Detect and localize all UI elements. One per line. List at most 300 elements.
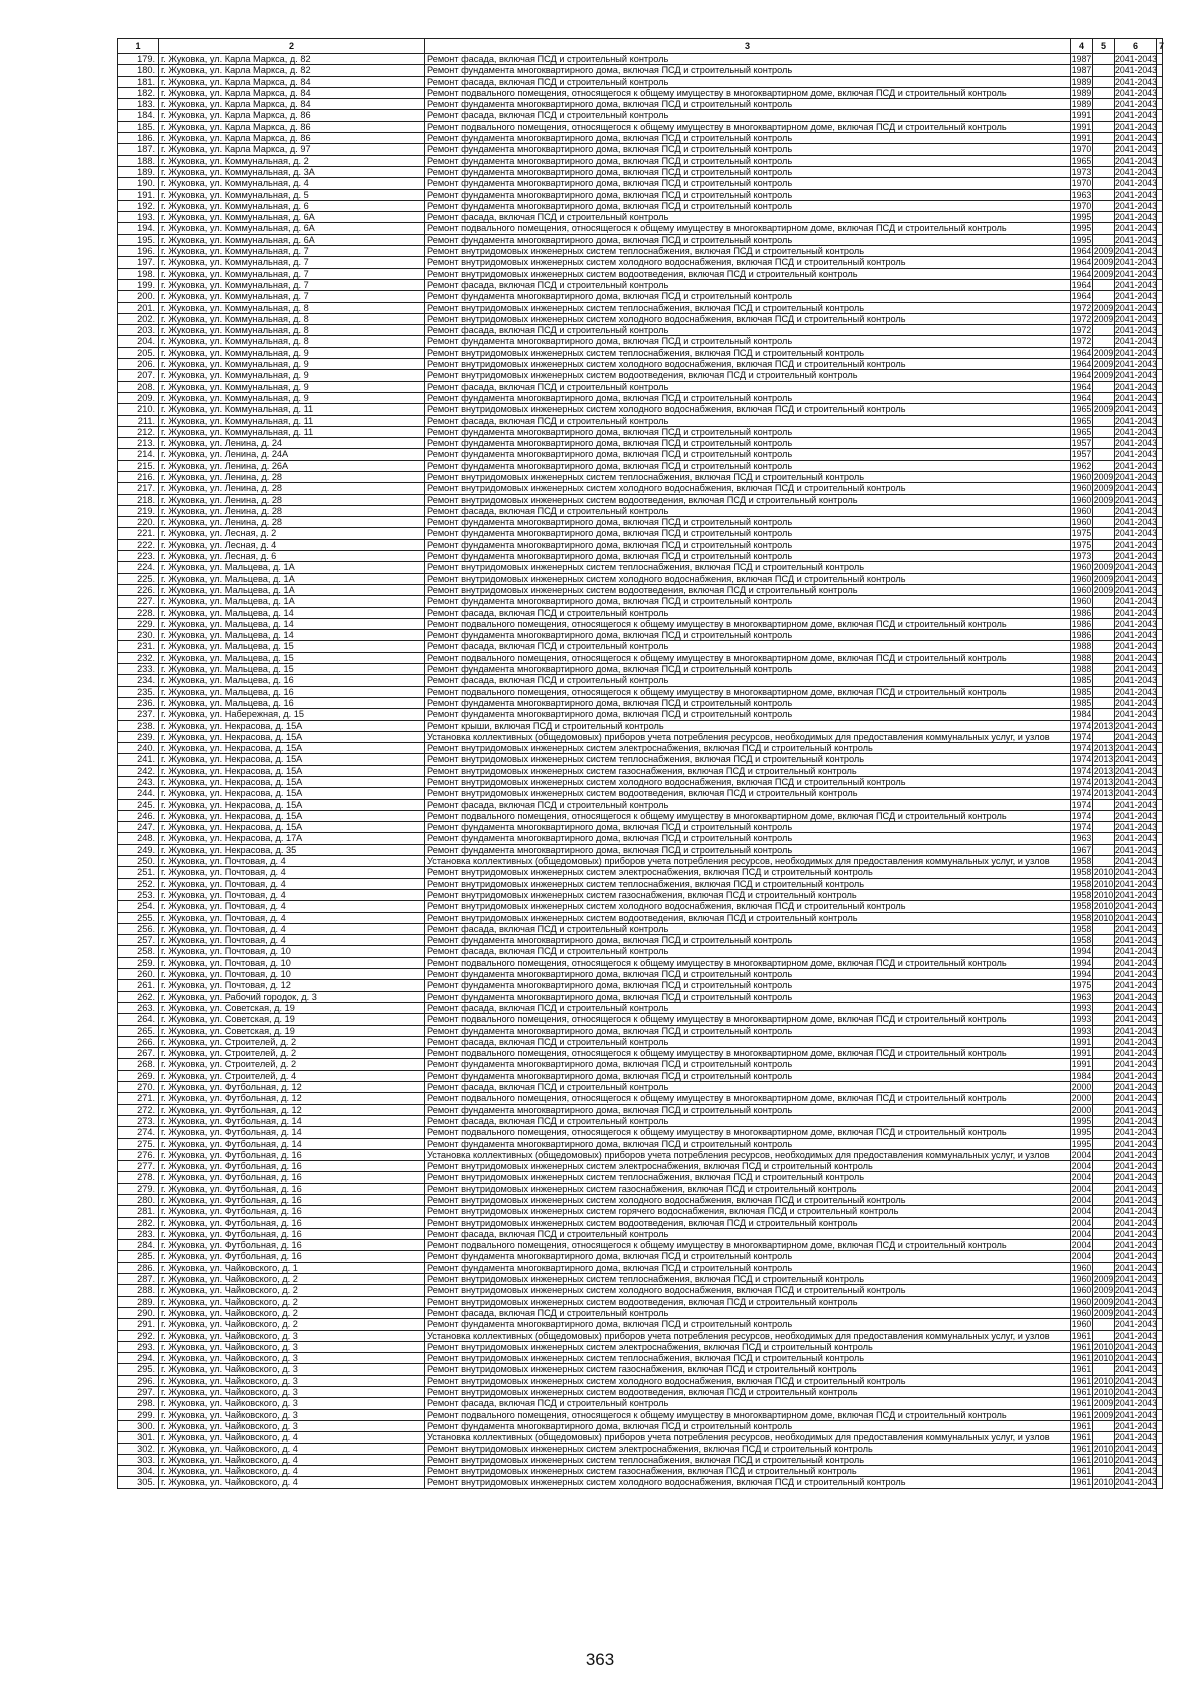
last-repair-year-cell xyxy=(1093,607,1115,618)
work-description-cell: Ремонт фундамента многоквартирного дома, включая ПСД и строительный контроль xyxy=(425,1104,1071,1115)
last-repair-year-cell: 2009 xyxy=(1093,494,1114,505)
build-year-cell: 1958 xyxy=(1071,935,1092,946)
header-cell-4: 4 xyxy=(1071,39,1093,54)
last-repair-year-cell xyxy=(1093,449,1115,460)
last-repair-year-cell xyxy=(1093,799,1115,810)
build-year-cell: 1963 xyxy=(1071,991,1092,1002)
header-cell-7: 7 xyxy=(1157,39,1163,54)
work-description-cell: Ремонт внутридомовых инженерных систем водоотведения, включая ПСД и строительный контроль xyxy=(425,1296,1071,1307)
row-number-cell: 205. xyxy=(118,347,159,358)
empty-cell xyxy=(1157,155,1163,166)
work-description-cell: Ремонт фасада, включая ПСД и строительный контроль xyxy=(425,923,1071,934)
table-row xyxy=(118,347,1163,358)
address-cell: г. Жуковка, ул. Футбольная, д. 12 xyxy=(159,1082,425,1093)
planned-period-cell: 2041-2043 xyxy=(1115,641,1158,652)
planned-period-cell: 2041-2043 xyxy=(1115,1307,1158,1318)
last-repair-year-cell xyxy=(1093,1172,1115,1183)
work-description-cell: Ремонт фундамента многоквартирного дома, включая ПСД и строительный контроль xyxy=(425,551,1071,562)
empty-cell xyxy=(1157,1115,1163,1126)
address-cell: г. Жуковка, ул. Коммунальная, д. 7 xyxy=(159,268,425,279)
last-repair-year-cell xyxy=(1093,1138,1115,1149)
empty-cell xyxy=(1157,325,1163,336)
table-row xyxy=(118,618,1163,629)
last-repair-year-cell xyxy=(1093,630,1115,641)
planned-period-cell: 2041-2043 xyxy=(1115,844,1158,855)
last-repair-year-cell: 2010 xyxy=(1093,1443,1114,1454)
address-cell: г. Жуковка, ул. Чайковского, д. 3 xyxy=(159,1387,425,1398)
last-repair-year-cell: 2009 xyxy=(1093,246,1114,257)
table-row xyxy=(118,325,1163,336)
build-year-cell: 1965 xyxy=(1071,426,1092,437)
build-year-cell: 1973 xyxy=(1071,551,1092,562)
table-row xyxy=(118,1251,1163,1262)
empty-cell xyxy=(1157,200,1163,211)
row-number-cell: 183. xyxy=(118,99,159,110)
planned-period-cell: 2041-2043 xyxy=(1115,87,1158,98)
work-description-cell: Ремонт внутридомовых инженерных систем электроснабжения, включая ПСД и строительный контроль xyxy=(425,1341,1071,1352)
table-row xyxy=(118,1454,1163,1465)
planned-period-cell: 2041-2043 xyxy=(1115,1409,1158,1420)
last-repair-year-cell xyxy=(1093,438,1115,449)
table-row xyxy=(118,765,1163,776)
address-cell: г. Жуковка, ул. Некрасова, д. 15А xyxy=(159,720,425,731)
address-cell: г. Жуковка, ул. Почтовая, д. 4 xyxy=(159,867,425,878)
table-row xyxy=(118,1183,1163,1194)
table-row xyxy=(118,415,1163,426)
build-year-cell: 2004 xyxy=(1071,1149,1092,1160)
address-cell: г. Жуковка, ул. Футбольная, д. 14 xyxy=(159,1138,425,1149)
work-description-cell: Ремонт внутридомовых инженерных систем водоотведения, включая ПСД и строительный контроль xyxy=(425,912,1071,923)
planned-period-cell: 2041-2043 xyxy=(1115,65,1158,76)
work-description-cell: Ремонт фасада, включая ПСД и строительный контроль xyxy=(425,641,1071,652)
work-description-cell: Ремонт фундамента многоквартирного дома, включая ПСД и строительный контроль xyxy=(425,517,1071,528)
planned-period-cell: 2041-2043 xyxy=(1115,946,1158,957)
work-description-cell: Ремонт фундамента многоквартирного дома, включая ПСД и строительный контроль xyxy=(425,1059,1071,1070)
build-year-cell: 1987 xyxy=(1071,65,1092,76)
last-repair-year-cell xyxy=(1093,133,1115,144)
empty-cell xyxy=(1157,1251,1163,1262)
work-description-cell: Ремонт подвального помещения, относящегося к общему имуществу в многоквартирном доме, включая ПСД и строительный контроль xyxy=(425,1409,1071,1420)
work-description-cell: Ремонт фундамента многоквартирного дома, включая ПСД и строительный контроль xyxy=(425,664,1071,675)
table-row xyxy=(118,833,1163,844)
planned-period-cell: 2041-2043 xyxy=(1115,664,1158,675)
work-description-cell: Ремонт фасада, включая ПСД и строительный контроль xyxy=(425,110,1071,121)
planned-period-cell: 2041-2043 xyxy=(1115,1138,1158,1149)
work-description-cell: Ремонт фасада, включая ПСД и строительный контроль xyxy=(425,607,1071,618)
empty-cell xyxy=(1157,991,1163,1002)
row-number-cell: 218. xyxy=(118,494,159,505)
empty-cell xyxy=(1157,1183,1163,1194)
work-description-cell: Установка коллективных (общедомовых) приборов учета потребления ресурсов, необходимых для предоставления коммунальных услуг, и узлов xyxy=(425,1149,1071,1160)
build-year-cell: 2004 xyxy=(1071,1183,1092,1194)
work-description-cell: Ремонт внутридомовых инженерных систем холодного водоснабжения, включая ПСД и строительный контроль xyxy=(425,777,1071,788)
table-row xyxy=(118,709,1163,720)
planned-period-cell: 2041-2043 xyxy=(1115,189,1158,200)
planned-period-cell: 2041-2043 xyxy=(1115,867,1158,878)
table-row xyxy=(118,505,1163,516)
table-row xyxy=(118,336,1163,347)
table-row xyxy=(118,686,1163,697)
empty-cell xyxy=(1157,1477,1163,1488)
row-number-cell: 281. xyxy=(118,1206,159,1217)
header-cell-1: 1 xyxy=(118,39,159,54)
empty-cell xyxy=(1157,1070,1163,1081)
table-row xyxy=(118,957,1163,968)
build-year-cell: 1970 xyxy=(1071,144,1092,155)
work-description-cell: Ремонт внутридомовых инженерных систем водоотведения, включая ПСД и строительный контроль xyxy=(425,494,1071,505)
empty-cell xyxy=(1157,178,1163,189)
address-cell: г. Жуковка, ул. Мальцева, д. 14 xyxy=(159,630,425,641)
planned-period-cell: 2041-2043 xyxy=(1115,471,1158,482)
address-cell: г. Жуковка, ул. Футбольная, д. 16 xyxy=(159,1217,425,1228)
last-repair-year-cell xyxy=(1093,946,1115,957)
row-number-cell: 180. xyxy=(118,65,159,76)
row-number-cell: 301. xyxy=(118,1432,159,1443)
planned-period-cell: 2041-2043 xyxy=(1115,822,1158,833)
work-description-cell: Ремонт внутридомовых инженерных систем холодного водоснабжения, включая ПСД и строительный контроль xyxy=(425,901,1071,912)
empty-cell xyxy=(1157,1364,1163,1375)
row-number-cell: 276. xyxy=(118,1149,159,1160)
planned-period-cell: 2041-2043 xyxy=(1115,246,1158,257)
row-number-cell: 239. xyxy=(118,731,159,742)
planned-period-cell: 2041-2043 xyxy=(1115,697,1158,708)
row-number-cell: 299. xyxy=(118,1409,159,1420)
empty-cell xyxy=(1157,449,1163,460)
planned-period-cell: 2041-2043 xyxy=(1115,234,1158,245)
build-year-cell: 1974 xyxy=(1071,799,1092,810)
empty-cell xyxy=(1157,833,1163,844)
last-repair-year-cell xyxy=(1093,1319,1115,1330)
planned-period-cell: 2041-2043 xyxy=(1115,325,1158,336)
row-number-cell: 293. xyxy=(118,1341,159,1352)
last-repair-year-cell xyxy=(1093,1194,1115,1205)
row-number-cell: 225. xyxy=(118,573,159,584)
row-number-cell: 197. xyxy=(118,257,159,268)
build-year-cell: 1989 xyxy=(1071,76,1092,87)
table-row xyxy=(118,584,1163,595)
build-year-cell: 1973 xyxy=(1071,166,1092,177)
last-repair-year-cell xyxy=(1093,1228,1115,1239)
last-repair-year-cell: 2009 xyxy=(1093,302,1114,313)
address-cell: г. Жуковка, ул. Ленина, д. 28 xyxy=(159,471,425,482)
table-row xyxy=(118,212,1163,223)
row-number-cell: 267. xyxy=(118,1048,159,1059)
work-description-cell: Ремонт внутридомовых инженерных систем холодного водоснабжения, включая ПСД и строительный контроль xyxy=(425,483,1071,494)
planned-period-cell: 2041-2043 xyxy=(1115,1251,1158,1262)
table-row xyxy=(118,923,1163,934)
table-row xyxy=(118,87,1163,98)
build-year-cell: 1986 xyxy=(1071,607,1092,618)
address-cell: г. Жуковка, ул. Чайковского, д. 4 xyxy=(159,1443,425,1454)
table-row xyxy=(118,675,1163,686)
row-number-cell: 182. xyxy=(118,87,159,98)
build-year-cell: 1961 xyxy=(1071,1375,1092,1386)
table-row xyxy=(118,664,1163,675)
empty-cell xyxy=(1157,1025,1163,1036)
empty-cell xyxy=(1157,438,1163,449)
last-repair-year-cell: 2010 xyxy=(1093,1353,1114,1364)
work-description-cell: Установка коллективных (общедомовых) приборов учета потребления ресурсов, необходимых для предоставления коммунальных услуг, и узлов xyxy=(425,731,1071,742)
work-description-cell: Ремонт фундамента многоквартирного дома, включая ПСД и строительный контроль xyxy=(425,1138,1071,1149)
work-description-cell: Ремонт фундамента многоквартирного дома, включая ПСД и строительный контроль xyxy=(425,234,1071,245)
address-cell: г. Жуковка, ул. Футбольная, д. 16 xyxy=(159,1206,425,1217)
work-description-cell: Ремонт внутридомовых инженерных систем теплоснабжения, включая ПСД и строительный контроль xyxy=(425,1353,1071,1364)
table-row xyxy=(118,844,1163,855)
work-description-cell: Ремонт внутридомовых инженерных систем теплоснабжения, включая ПСД и строительный контроль xyxy=(425,1172,1071,1183)
build-year-cell: 1974 xyxy=(1071,731,1092,742)
last-repair-year-cell: 2009 xyxy=(1093,471,1114,482)
planned-period-cell: 2041-2043 xyxy=(1115,1443,1158,1454)
work-description-cell: Ремонт фасада, включая ПСД и строительный контроль xyxy=(425,505,1071,516)
last-repair-year-cell: 2010 xyxy=(1093,901,1114,912)
row-number-cell: 215. xyxy=(118,460,159,471)
table-row xyxy=(118,370,1163,381)
work-description-cell: Ремонт подвального помещения, относящегося к общему имуществу в многоквартирном доме, включая ПСД и строительный контроль xyxy=(425,652,1071,663)
address-cell: г. Жуковка, ул. Почтовая, д. 10 xyxy=(159,969,425,980)
last-repair-year-cell xyxy=(1093,1420,1115,1431)
empty-cell xyxy=(1157,76,1163,87)
row-number-cell: 252. xyxy=(118,878,159,889)
planned-period-cell: 2041-2043 xyxy=(1115,1364,1158,1375)
address-cell: г. Жуковка, ул. Коммунальная, д. 7 xyxy=(159,257,425,268)
empty-cell xyxy=(1157,697,1163,708)
empty-cell xyxy=(1157,889,1163,900)
table-row xyxy=(118,1025,1163,1036)
last-repair-year-cell xyxy=(1093,325,1115,336)
empty-cell xyxy=(1157,1002,1163,1013)
row-number-cell: 294. xyxy=(118,1353,159,1364)
work-description-cell: Ремонт внутридомовых инженерных систем водоотведения, включая ПСД и строительный контроль xyxy=(425,370,1071,381)
last-repair-year-cell xyxy=(1093,1364,1115,1375)
last-repair-year-cell xyxy=(1093,189,1115,200)
empty-cell xyxy=(1157,336,1163,347)
build-year-cell: 1960 xyxy=(1071,573,1092,584)
address-cell: г. Жуковка, ул. Некрасова, д. 35 xyxy=(159,844,425,855)
last-repair-year-cell xyxy=(1093,923,1115,934)
empty-cell xyxy=(1157,1093,1163,1104)
address-cell: г. Жуковка, ул. Мальцева, д. 1А xyxy=(159,562,425,573)
row-number-cell: 237. xyxy=(118,709,159,720)
work-description-cell: Ремонт фасада, включая ПСД и строительный контроль xyxy=(425,381,1071,392)
address-cell: г. Жуковка, ул. Чайковского, д. 4 xyxy=(159,1454,425,1465)
row-number-cell: 214. xyxy=(118,449,159,460)
address-cell: г. Жуковка, ул. Футбольная, д. 16 xyxy=(159,1172,425,1183)
build-year-cell: 1975 xyxy=(1071,528,1092,539)
address-cell: г. Жуковка, ул. Почтовая, д. 4 xyxy=(159,856,425,867)
build-year-cell: 1994 xyxy=(1071,969,1092,980)
last-repair-year-cell xyxy=(1093,223,1115,234)
work-description-cell: Ремонт внутридомовых инженерных систем холодного водоснабжения, включая ПСД и строительный контроль xyxy=(425,359,1071,370)
work-description-cell: Ремонт внутридомовых инженерных систем водоотведения, включая ПСД и строительный контроль xyxy=(425,1217,1071,1228)
address-cell: г. Жуковка, ул. Рабочий городок, д. 3 xyxy=(159,991,425,1002)
row-number-cell: 230. xyxy=(118,630,159,641)
empty-cell xyxy=(1157,528,1163,539)
table-row xyxy=(118,121,1163,132)
build-year-cell: 1988 xyxy=(1071,641,1092,652)
build-year-cell: 1960 xyxy=(1071,562,1092,573)
address-cell: г. Жуковка, ул. Ленина, д. 28 xyxy=(159,505,425,516)
work-description-cell: Ремонт фундамента многоквартирного дома, включая ПСД и строительный контроль xyxy=(425,178,1071,189)
last-repair-year-cell xyxy=(1093,1082,1115,1093)
last-repair-year-cell: 2010 xyxy=(1093,1454,1114,1465)
work-description-cell: Ремонт фасада, включая ПСД и строительный контроль xyxy=(425,1228,1071,1239)
row-number-cell: 255. xyxy=(118,912,159,923)
last-repair-year-cell xyxy=(1093,1330,1115,1341)
last-repair-year-cell xyxy=(1093,200,1115,211)
last-repair-year-cell xyxy=(1093,686,1115,697)
table-row xyxy=(118,268,1163,279)
last-repair-year-cell xyxy=(1093,822,1115,833)
address-cell: г. Жуковка, ул. Строителей, д. 2 xyxy=(159,1048,425,1059)
last-repair-year-cell xyxy=(1093,539,1115,550)
table-row xyxy=(118,246,1163,257)
empty-cell xyxy=(1157,189,1163,200)
row-number-cell: 226. xyxy=(118,584,159,595)
planned-period-cell: 2041-2043 xyxy=(1115,359,1158,370)
row-number-cell: 193. xyxy=(118,212,159,223)
last-repair-year-cell: 2013 xyxy=(1093,720,1114,731)
planned-period-cell: 2041-2043 xyxy=(1115,1274,1158,1285)
row-number-cell: 223. xyxy=(118,551,159,562)
empty-cell xyxy=(1157,494,1163,505)
work-description-cell: Ремонт фасада, включая ПСД и строительный контроль xyxy=(425,1036,1071,1047)
table-row xyxy=(118,551,1163,562)
build-year-cell: 1961 xyxy=(1071,1477,1092,1488)
row-number-cell: 289. xyxy=(118,1296,159,1307)
table-row xyxy=(118,1477,1163,1488)
build-year-cell: 2000 xyxy=(1071,1104,1092,1115)
build-year-cell: 1965 xyxy=(1071,404,1092,415)
row-number-cell: 202. xyxy=(118,313,159,324)
row-number-cell: 286. xyxy=(118,1262,159,1273)
empty-cell xyxy=(1157,212,1163,223)
build-year-cell: 1986 xyxy=(1071,618,1092,629)
table-row xyxy=(118,1262,1163,1273)
table-row xyxy=(118,607,1163,618)
build-year-cell: 1974 xyxy=(1071,822,1092,833)
build-year-cell: 1989 xyxy=(1071,87,1092,98)
build-year-cell: 1993 xyxy=(1071,1025,1092,1036)
work-description-cell: Ремонт внутридомовых инженерных систем водоотведения, включая ПСД и строительный контроль xyxy=(425,788,1071,799)
table-row xyxy=(118,449,1163,460)
work-description-cell: Ремонт фундамента многоквартирного дома, включая ПСД и строительный контроль xyxy=(425,697,1071,708)
last-repair-year-cell: 2009 xyxy=(1093,370,1114,381)
planned-period-cell: 2041-2043 xyxy=(1115,494,1158,505)
build-year-cell: 1961 xyxy=(1071,1387,1092,1398)
last-repair-year-cell xyxy=(1093,1059,1115,1070)
address-cell: г. Жуковка, ул. Некрасова, д. 15А xyxy=(159,754,425,765)
last-repair-year-cell xyxy=(1093,551,1115,562)
empty-cell xyxy=(1157,302,1163,313)
last-repair-year-cell xyxy=(1093,1025,1115,1036)
empty-cell xyxy=(1157,584,1163,595)
work-description-cell: Ремонт внутридомовых инженерных систем водоотведения, включая ПСД и строительный контроль xyxy=(425,268,1071,279)
work-description-cell: Ремонт фундамента многоквартирного дома, включая ПСД и строительный контроль xyxy=(425,1070,1071,1081)
work-description-cell: Ремонт внутридомовых инженерных систем холодного водоснабжения, включая ПСД и строительный контроль xyxy=(425,1285,1071,1296)
planned-period-cell: 2041-2043 xyxy=(1115,1149,1158,1160)
planned-period-cell: 2041-2043 xyxy=(1115,144,1158,155)
build-year-cell: 1964 xyxy=(1071,381,1092,392)
planned-period-cell: 2041-2043 xyxy=(1115,607,1158,618)
address-cell: г. Жуковка, ул. Почтовая, д. 4 xyxy=(159,923,425,934)
empty-cell xyxy=(1157,392,1163,403)
table-row xyxy=(118,1409,1163,1420)
planned-period-cell: 2041-2043 xyxy=(1115,618,1158,629)
work-description-cell: Ремонт фасада, включая ПСД и строительный контроль xyxy=(425,675,1071,686)
address-cell: г. Жуковка, ул. Футбольная, д. 12 xyxy=(159,1093,425,1104)
planned-period-cell: 2041-2043 xyxy=(1115,1432,1158,1443)
row-number-cell: 192. xyxy=(118,200,159,211)
last-repair-year-cell xyxy=(1093,697,1115,708)
header-cell-3: 3 xyxy=(425,39,1071,54)
table-row xyxy=(118,1036,1163,1047)
empty-cell xyxy=(1157,551,1163,562)
empty-cell xyxy=(1157,1387,1163,1398)
planned-period-cell: 2041-2043 xyxy=(1115,1341,1158,1352)
address-cell: г. Жуковка, ул. Футбольная, д. 16 xyxy=(159,1228,425,1239)
work-description-cell: Ремонт внутридомовых инженерных систем газоснабжения, включая ПСД и строительный контроль xyxy=(425,765,1071,776)
row-number-cell: 265. xyxy=(118,1025,159,1036)
work-description-cell: Ремонт фасада, включая ПСД и строительный контроль xyxy=(425,946,1071,957)
address-cell: г. Жуковка, ул. Коммунальная, д. 6 xyxy=(159,200,425,211)
row-number-cell: 296. xyxy=(118,1375,159,1386)
row-number-cell: 221. xyxy=(118,528,159,539)
last-repair-year-cell xyxy=(1093,381,1115,392)
address-cell: г. Жуковка, ул. Ленина, д. 24А xyxy=(159,449,425,460)
work-description-cell: Ремонт фундамента многоквартирного дома, включая ПСД и строительный контроль xyxy=(425,822,1071,833)
planned-period-cell: 2041-2043 xyxy=(1115,1048,1158,1059)
address-cell: г. Жуковка, ул. Некрасова, д. 17А xyxy=(159,833,425,844)
address-cell: г. Жуковка, ул. Коммунальная, д. 2 xyxy=(159,155,425,166)
address-cell: г. Жуковка, ул. Футбольная, д. 16 xyxy=(159,1251,425,1262)
planned-period-cell: 2041-2043 xyxy=(1115,1025,1158,1036)
row-number-cell: 220. xyxy=(118,517,159,528)
build-year-cell: 2000 xyxy=(1071,1093,1092,1104)
planned-period-cell: 2041-2043 xyxy=(1115,381,1158,392)
planned-period-cell: 2041-2043 xyxy=(1115,392,1158,403)
build-year-cell: 2004 xyxy=(1071,1228,1092,1239)
table-row xyxy=(118,494,1163,505)
last-repair-year-cell: 2009 xyxy=(1093,313,1114,324)
row-number-cell: 249. xyxy=(118,844,159,855)
table-row xyxy=(118,1353,1163,1364)
planned-period-cell: 2041-2043 xyxy=(1115,912,1158,923)
planned-period-cell: 2041-2043 xyxy=(1115,99,1158,110)
build-year-cell: 1985 xyxy=(1071,697,1092,708)
planned-period-cell: 2041-2043 xyxy=(1115,957,1158,968)
work-description-cell: Ремонт подвального помещения, относящегося к общему имуществу в многоквартирном доме, включая ПСД и строительный контроль xyxy=(425,1240,1071,1251)
row-number-cell: 284. xyxy=(118,1240,159,1251)
planned-period-cell: 2041-2043 xyxy=(1115,404,1158,415)
build-year-cell: 1975 xyxy=(1071,980,1092,991)
work-description-cell: Ремонт внутридомовых инженерных систем электроснабжения, включая ПСД и строительный контроль xyxy=(425,1161,1071,1172)
address-cell: г. Жуковка, ул. Коммунальная, д. 9 xyxy=(159,359,425,370)
table-row xyxy=(118,144,1163,155)
row-number-cell: 256. xyxy=(118,923,159,934)
table-row xyxy=(118,562,1163,573)
planned-period-cell: 2041-2043 xyxy=(1115,562,1158,573)
table-row xyxy=(118,1206,1163,1217)
empty-cell xyxy=(1157,777,1163,788)
table-row xyxy=(118,720,1163,731)
work-description-cell: Ремонт фундамента многоквартирного дома, включая ПСД и строительный контроль xyxy=(425,460,1071,471)
build-year-cell: 1995 xyxy=(1071,1127,1092,1138)
work-description-cell: Ремонт фундамента многоквартирного дома, включая ПСД и строительный контроль xyxy=(425,155,1071,166)
planned-period-cell: 2041-2043 xyxy=(1115,370,1158,381)
last-repair-year-cell xyxy=(1093,279,1115,290)
planned-period-cell: 2041-2043 xyxy=(1115,415,1158,426)
address-cell: г. Жуковка, ул. Коммунальная, д. 8 xyxy=(159,325,425,336)
